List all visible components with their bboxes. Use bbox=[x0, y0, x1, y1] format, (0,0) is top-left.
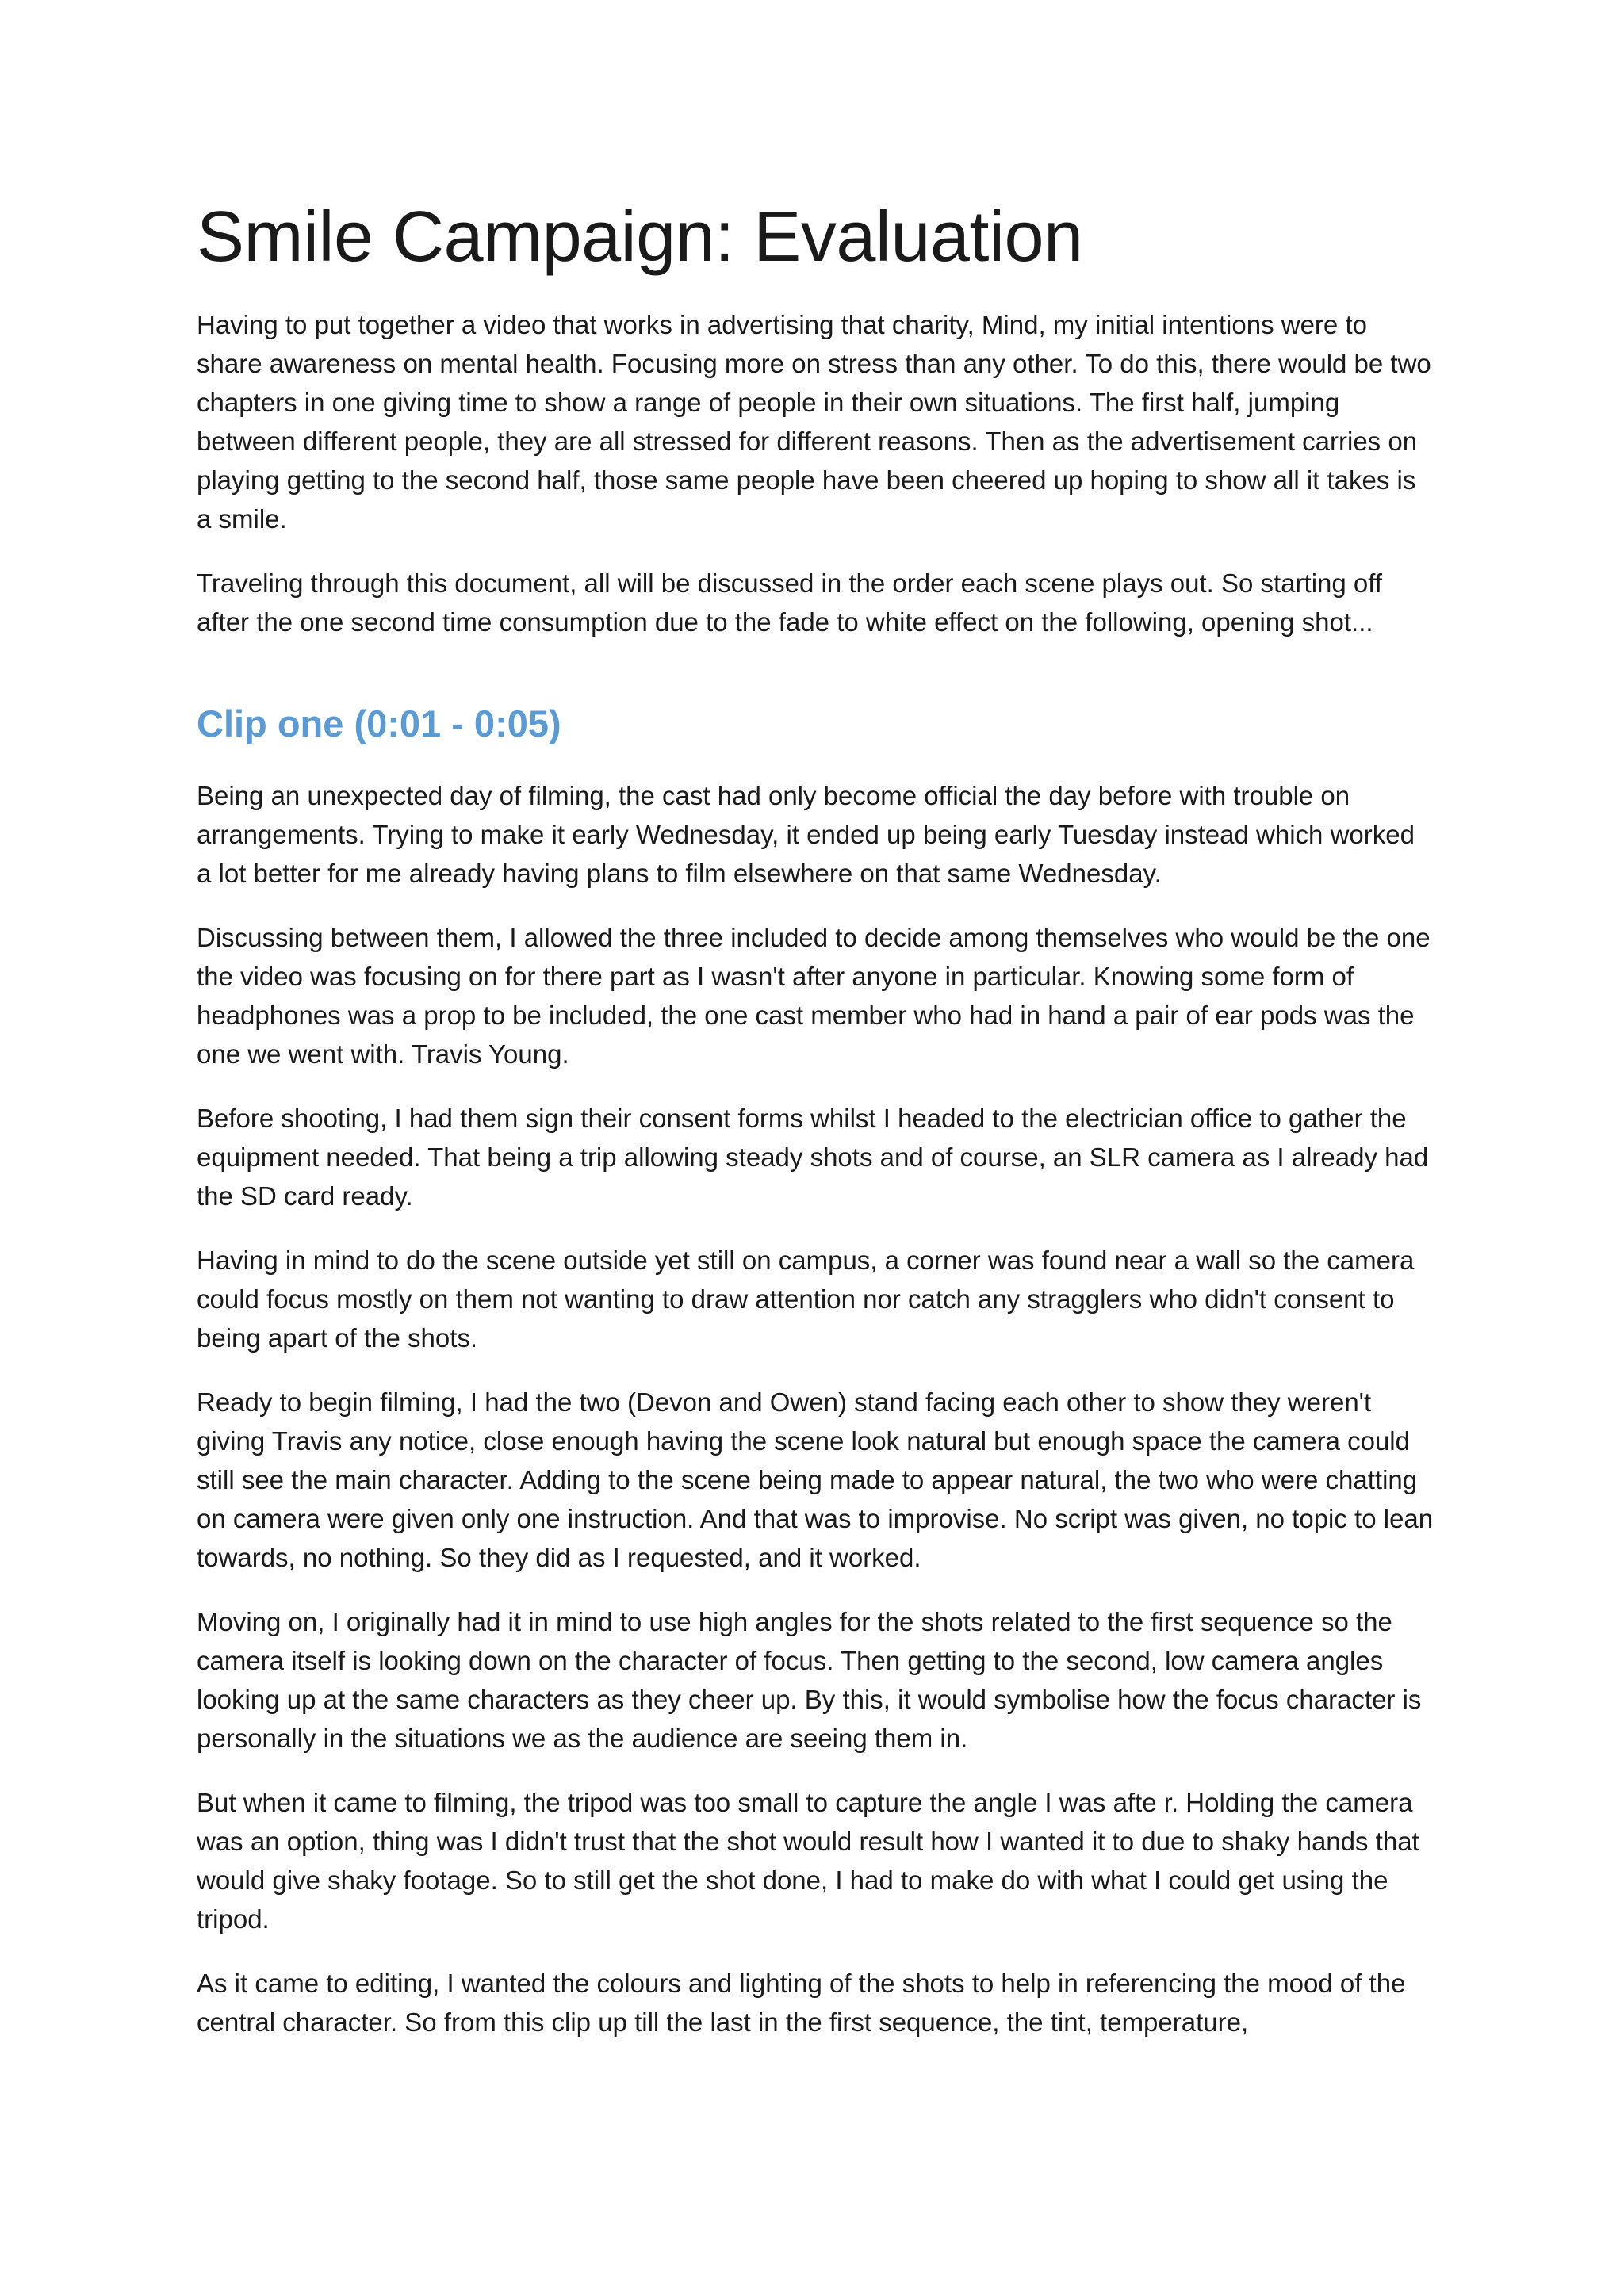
body-paragraph: Having in mind to do the scene outside yet still on campus, a corner was found near a wall so the camera could focus mostly on them not wanting to draw attention nor catch any stragglers who didn't consent to being apart of the shots. bbox=[197, 1245, 1415, 1353]
page-title: Smile Campaign: Evaluation bbox=[197, 197, 1083, 277]
document-page bbox=[197, 197, 1434, 2067]
intro-paragraph: Having to put together a video that works in advertising that charity, Mind, my initial intentions were to share awareness on mental health. Focusing more on stress than any other. To do this, there would be two chapters in one giving time to show a range of people in their own situations. The first half, jumping between different people, they are all stressed for different reasons. Then as the advertisement carries on playing getting to the second half, those same people have been cheered up hoping to show all it takes is a smile. bbox=[197, 309, 1431, 534]
body-paragraph: Discussing between them, I allowed the three included to decide among themselves who would be the one the video was focusing on for there part as I wasn't after anyone in particular. Knowing some form of headphones was a prop to be included, the one cast member who had in hand a pair of ear pods was the one we went with. Travis Young. bbox=[197, 922, 1431, 1069]
body-paragraph: Before shooting, I had them sign their consent forms whilst I headed to the electrician office to gather the equipment needed. That being a trip allowing steady shots and of course, an SLR camera as I already had the SD card ready. bbox=[197, 1103, 1429, 1211]
body-paragraph: Moving on, I originally had it in mind to use high angles for the shots related to the first sequence so the camera itself is looking down on the character of focus. Then getting to the second, low camera angles looking up at the same characters as they cheer up. By this, it would symbolise how the focus character is personally in the situations we as the audience are seeing them in. bbox=[197, 1606, 1422, 1753]
section-spacer bbox=[197, 667, 1434, 702]
body-paragraph: Being an unexpected day of filming, the cast had only become official the day before with trouble on arrangements. Trying to make it early Wednesday, it ended up being early Tuesday instead which worked a lot better for me already having plans to film elsewhere on that same Wednesday. bbox=[197, 780, 1415, 888]
section-heading: Clip one (0:01 - 0:05) bbox=[197, 702, 561, 744]
body-paragraph: Ready to begin filming, I had the two (Devon and Owen) stand facing each other to show they weren't giving Travis any notice, close enough having the scene look natural but enough space the camera could still see the main character. Adding to the scene being made to appear natural, the two who were chatting on camera were given only one instruction. And that was to improvise. No script was given, no topic to lean towards, no nothing. So they did as I requested, and it worked. bbox=[197, 1387, 1434, 1572]
body-paragraph: As it came to editing, I wanted the colours and lighting of the shots to help in referencing the mood of the central character. So from this clip up till the last in the first sequence, the tint, temperature, bbox=[197, 1968, 1406, 2037]
intro-paragraph: Traveling through this document, all will be discussed in the order each scene plays out. So starting off after the one second time consumption due to the fade to white effect on the following, opening shot... bbox=[197, 568, 1382, 637]
body-paragraph: But when it came to filming, the tripod was too small to capture the angle I was afte r. Holding the camera was an option, thing was I didn't trust that the shot would result how I wanted it to due to shaky hands that would give shaky footage. So to still get the shot done, I had to make do with what I could get using the tripod. bbox=[197, 1787, 1419, 1934]
